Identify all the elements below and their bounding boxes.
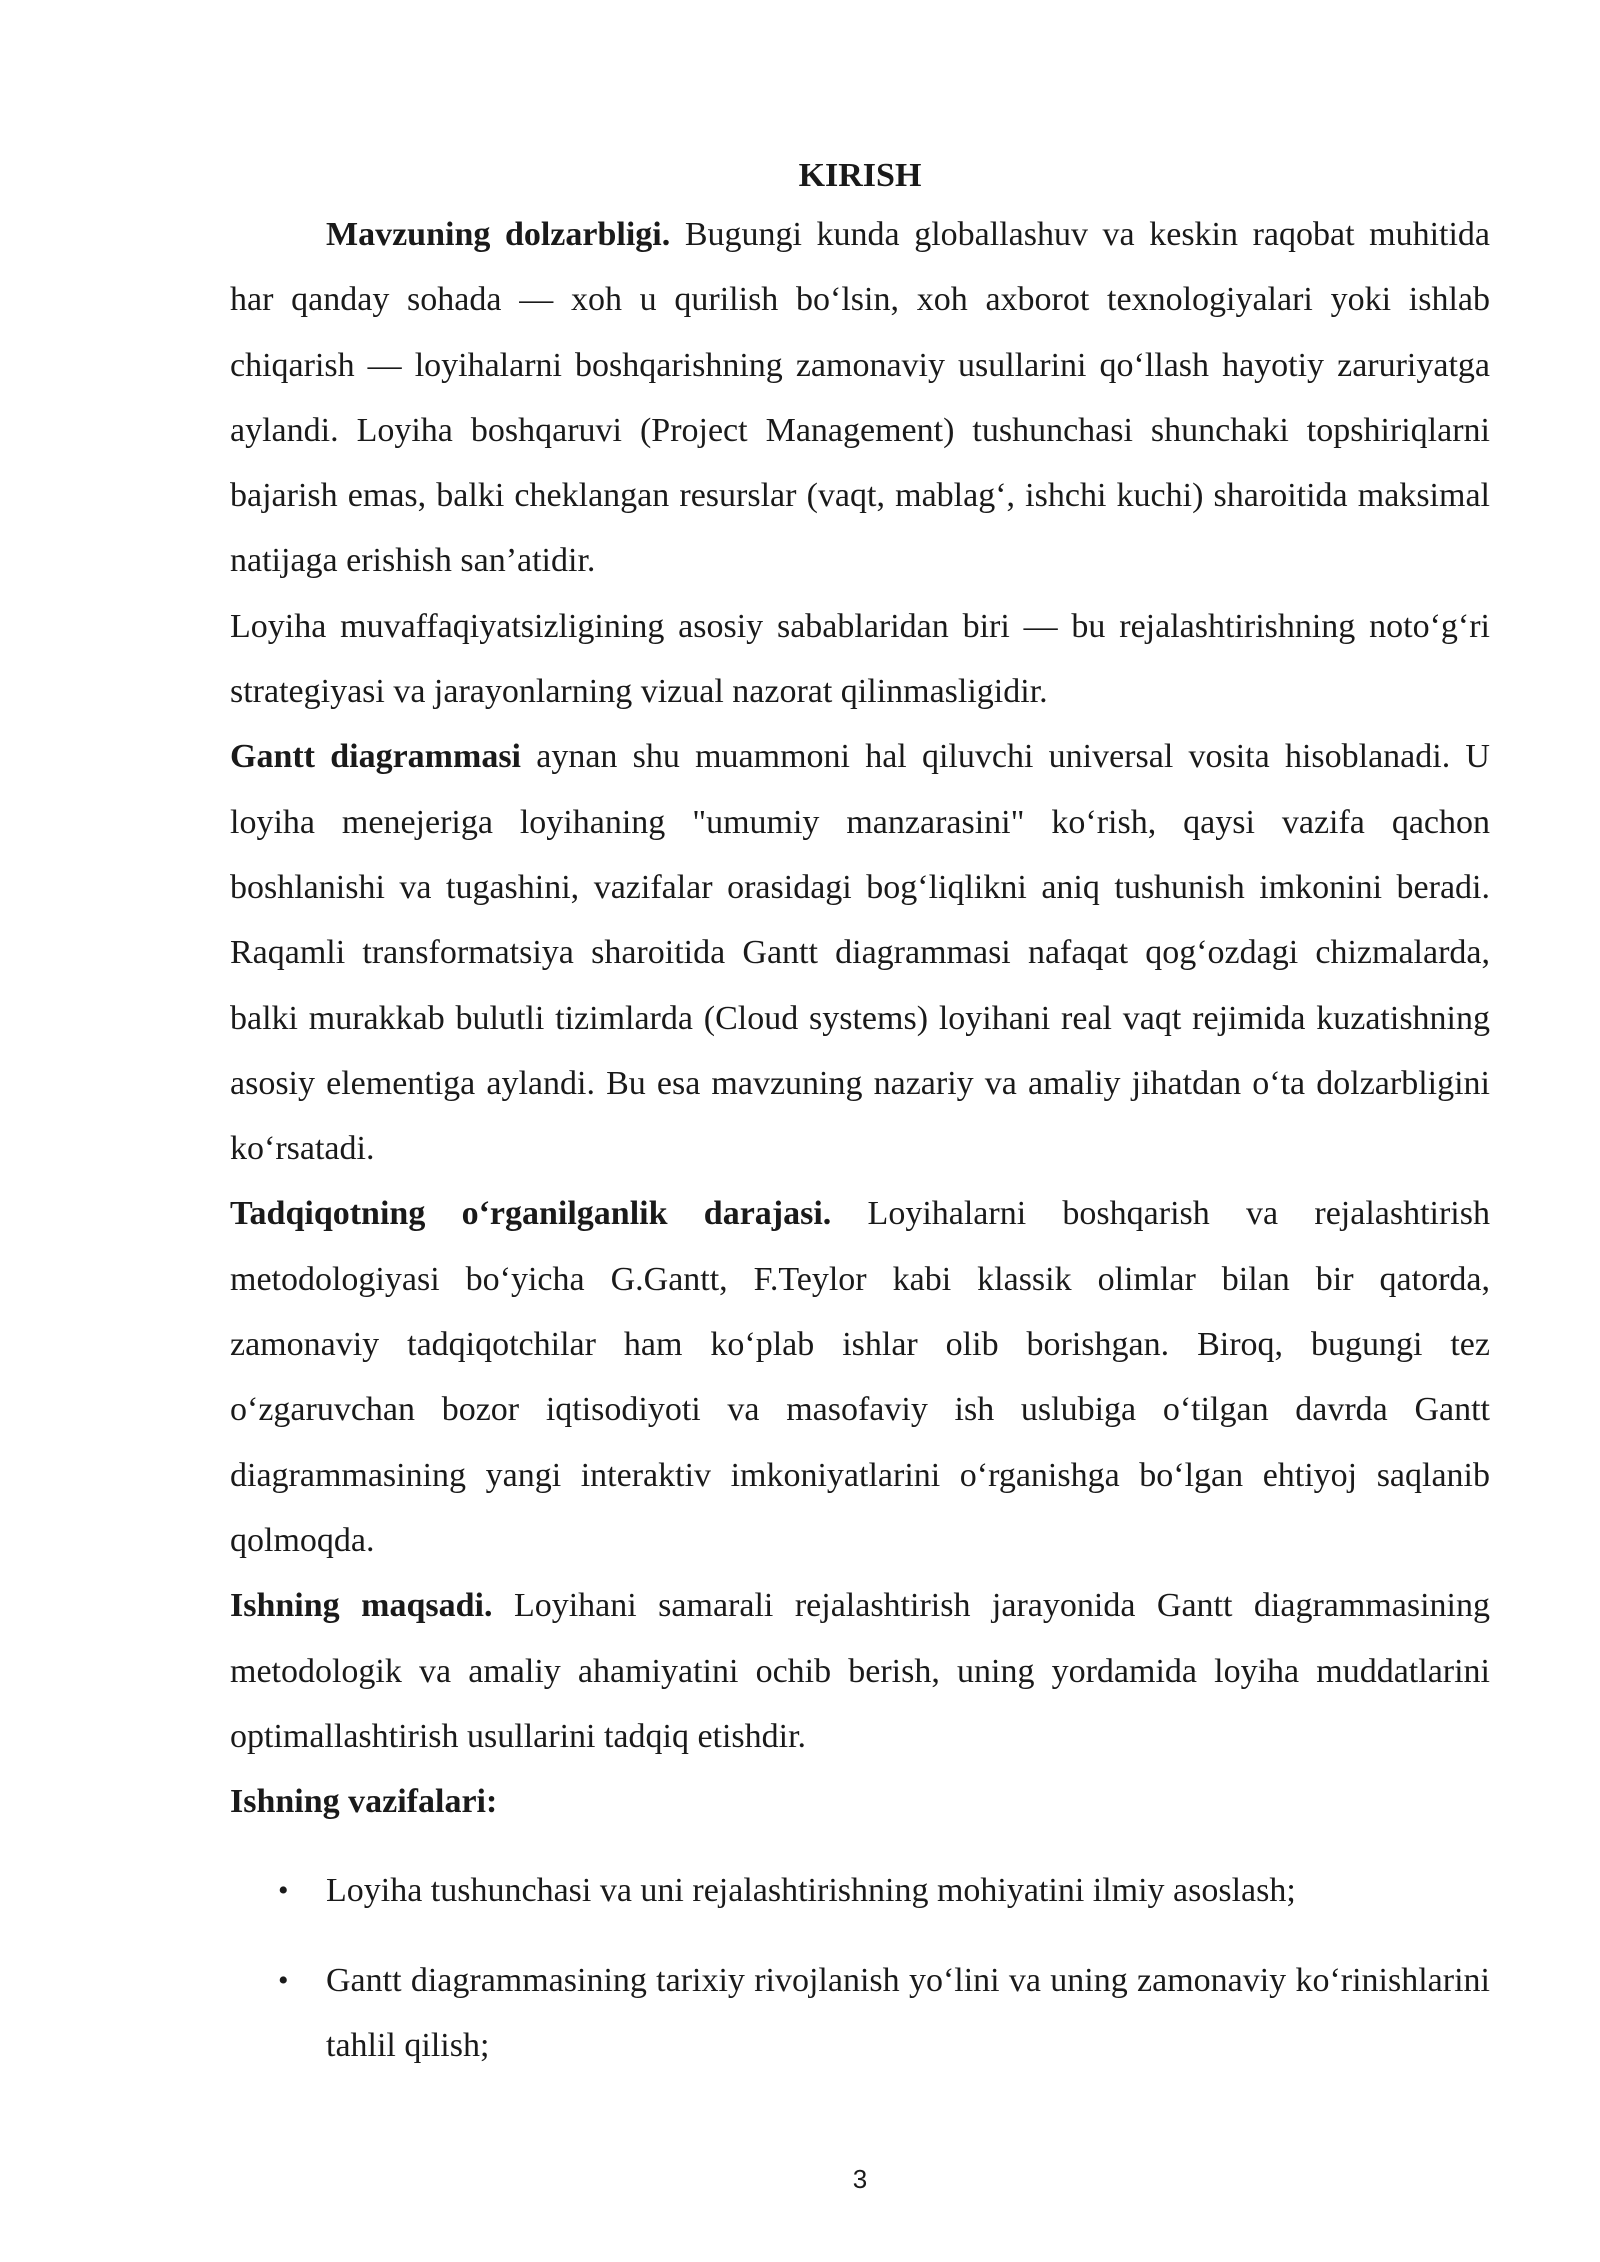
- tasks-heading: Ishning vazifalari:: [230, 1783, 498, 1821]
- relevance-paragraph: [230, 202, 1490, 594]
- bullet-icon: •: [278, 1963, 289, 1997]
- research-level-paragraph: [230, 1181, 1490, 1573]
- gantt-label: Gantt diagrammasi: [230, 738, 521, 776]
- goal-paragraph: [230, 1573, 1490, 1769]
- list-item: [230, 1858, 1490, 1923]
- page-number: 3: [852, 2164, 868, 2194]
- gantt-paragraph: [230, 724, 1490, 1181]
- relevance-label: Mavzuning dolzarbligi.: [326, 216, 671, 253]
- tasks-list: [230, 1858, 1490, 2078]
- gantt-text: aynan shu muammoni hal qiluvchi universal vosita hisoblanadi. U loyiha menejeriga loyihaning "umumiy manzarasini" ko‘rish, qaysi vazifa qachon boshlanishi va tugashini, vazifalar orasidagi bog‘liqlikni aniq tushunish imkonini beradi. Raqamli transformatsiya sharoitida Gantt diagrammasi nafaqat qog‘ozdagi chizmalarda, balki murakkab bulutli tizimlarda (Cloud systems) loyihani real vaqt rejimida kuzatishning asosiy elementiga aylandi. Bu esa mavzuning nazariy va amaliy jihatdan o‘ta dolzarbligini ko‘rsatadi.: [230, 738, 1490, 1168]
- task-text: Loyiha tushunchasi va uni rejalashtirishning mohiyatini ilmiy asoslash;: [326, 1872, 1296, 1910]
- failure-reason-paragraph: Loyiha muvaffaqiyatsizligining asosiy sabablaridan biri — bu rejalashtirishning noto‘g‘ri strategiyasi va jarayonlarning vizual nazorat qilinmasligidir.: [230, 607, 1490, 711]
- goal-text: Loyihani samarali rejalashtirish jarayonida Gantt diagrammasining metodologik va amaliy ahamiyatini ochib berish, uning yordamida loyiha muddatlarini optimallashtirish usullarini tadqiq etishdir.: [230, 1587, 1490, 1755]
- research-level-text: Loyihalarni boshqarish va rejalashtirish metodologiyasi bo‘yicha G.Gantt, F.Teylor kabi klassik olimlar bilan bir qatorda, zamonaviy tadqiqotchilar ham ko‘plab ishlar olib borishgan. Biroq, bugungi tez o‘zgaruvchan bozor iqtisodiyoti va masofaviy ish uslubiga o‘tilgan davrda Gantt diagrammasining yangi interaktiv imkoniyatlarini o‘rganishga bo‘lgan ehtiyoj saqlanib qolmoqda.: [230, 1195, 1490, 1559]
- page-heading: KIRISH: [798, 157, 922, 194]
- page-content: [230, 150, 1490, 2078]
- relevance-text: Bugungi kunda globallashuv va keskin raqobat muhitida har qanday sohada — xoh u qurilish bo‘lsin, xoh axborot texnologiyalari yoki ishlab chiqarish — loyihalarni boshqarishning zamonaviy usullarini qo‘llash hayotiy zaruriyatga aylandi. Loyiha boshqaruvi (Project Management) tushunchasi shunchaki topshiriqlarni bajarish emas, balki cheklangan resurslar (vaqt, mablag‘, ishchi kuchi) sharoitida maksimal natijaga erishish san’atidir.: [230, 216, 1491, 580]
- task-text: Gantt diagrammasining tarixiy rivojlanish yo‘lini va uning zamonaviy ko‘rinishlarini tahlil qilish;: [326, 1961, 1490, 2065]
- list-item: [230, 1948, 1490, 2079]
- bullet-icon: •: [278, 1874, 289, 1908]
- research-level-label: Tadqiqotning o‘rganilganlik darajasi.: [230, 1195, 832, 1233]
- goal-label: Ishning maqsadi.: [230, 1587, 493, 1625]
